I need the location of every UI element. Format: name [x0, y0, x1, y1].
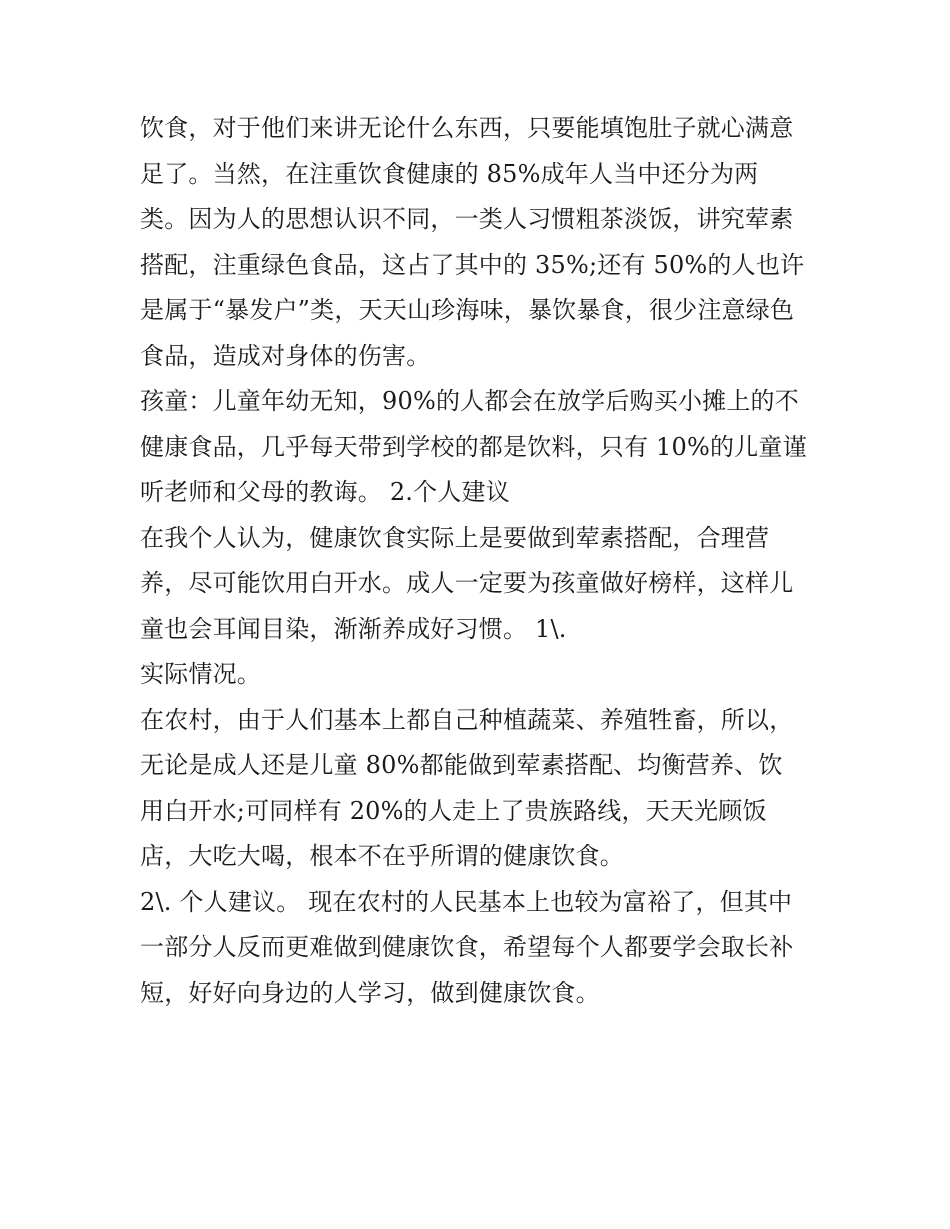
text-line: 短，好好向身边的人学习，做到健康饮食。: [140, 978, 600, 1007]
text-line: 足了。当然，在注重饮食健康的 85%成年人当中还分为两: [140, 159, 759, 188]
text-line: 实际情况。: [140, 660, 261, 688]
text-line: 食品，造成对身体的伤害。: [140, 341, 431, 370]
text-line: 童也会耳闻目染，渐渐养成好习惯。 1\.: [140, 614, 567, 643]
text-line: 饮食，对于他们来讲无论什么东西，只要能填饱肚子就心满意: [140, 114, 794, 142]
text-line: 在农村，由于人们基本上都自己种植蔬菜、养殖牲畜，所以，: [140, 705, 794, 734]
text-line: 无论是成人还是儿童 80%都能做到荤素搭配、均衡营养、饮: [140, 751, 783, 779]
text-line: 孩童：儿童年幼无知，90%的人都会在放学后购买小摊上的不: [140, 387, 799, 415]
text-line: 搭配，注重绿色食品，这占了其中的 35%;还有 50%的人也许: [140, 250, 805, 279]
text-line: 店，大吃大喝，根本不在乎所谓的健康饮食。: [140, 842, 624, 870]
text-line: 用白开水;可同样有 20%的人走上了贵族路线，天天光顾饭: [140, 796, 767, 825]
document-body: [140, 106, 820, 1016]
text-line: 听老师和父母的教诲。 2.个人建议: [140, 478, 510, 506]
text-line: 在我个人认为，健康饮食实际上是要做到荤素搭配，合理营: [140, 523, 770, 552]
text-line: 类。因为人的思想认识不同，一类人习惯粗茶淡饭，讲究荤素: [140, 205, 794, 233]
text-line: 一部分人反而更难做到健康饮食，希望每个人都要学会取长补: [140, 933, 794, 961]
text-line: 2\. 个人建议。 现在农村的人民基本上也较为富裕了，但其中: [140, 887, 793, 916]
text-line: 健康食品，几乎每天带到学校的都是饮料，只有 10%的儿童谨: [140, 432, 807, 461]
text-line: 是属于“暴发户”类，天天山珍海味，暴饮暴食，很少注意绿色: [140, 296, 795, 324]
text-line: 养，尽可能饮用白开水。成人一定要为孩童做好榜样，这样儿: [140, 569, 794, 597]
